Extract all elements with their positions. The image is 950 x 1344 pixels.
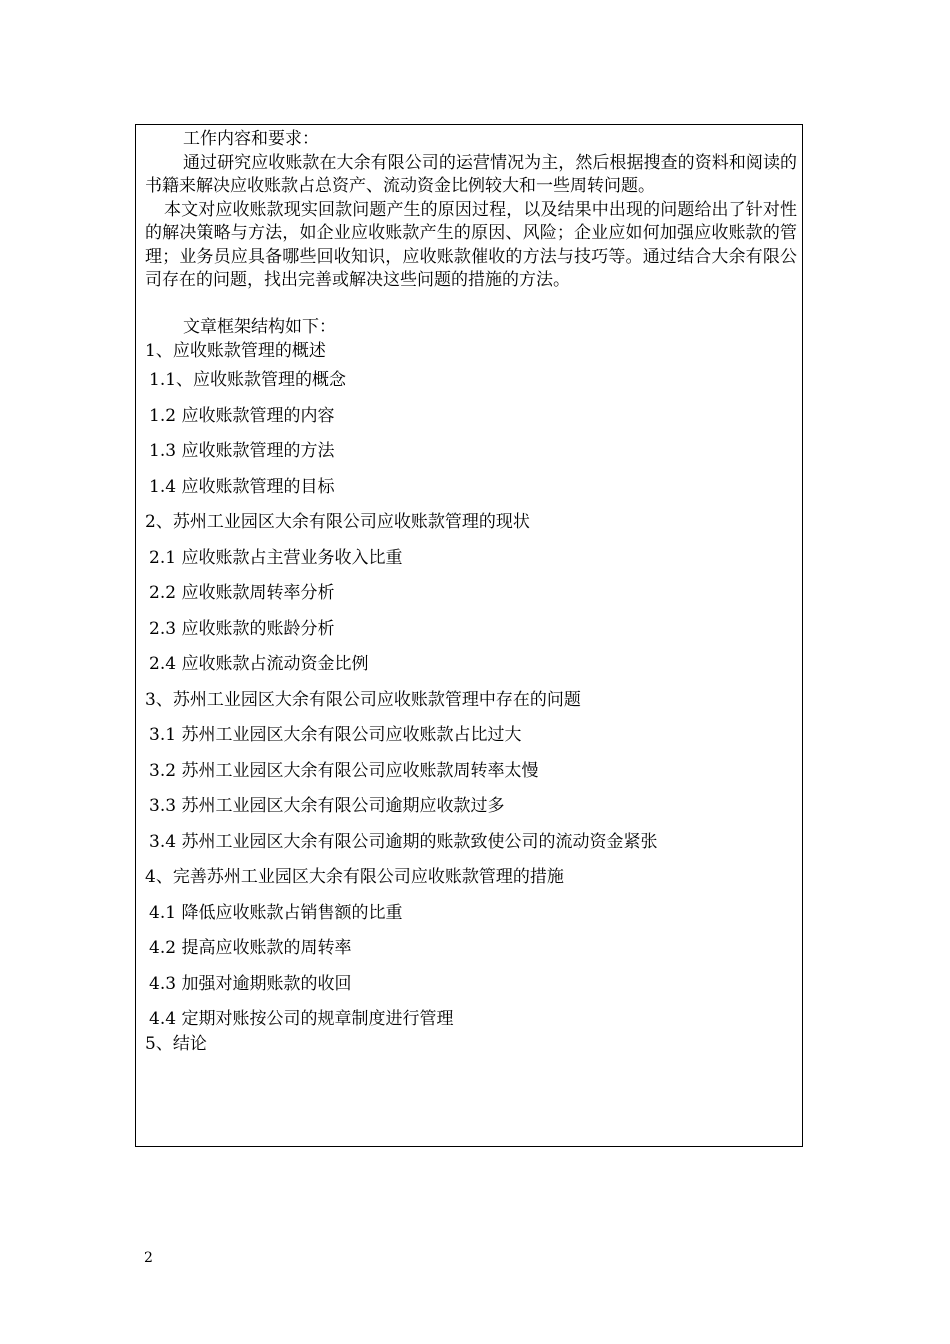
outline-item: 2、苏州工业园区大余有限公司应收账款管理的现状	[145, 512, 530, 532]
content-body	[145, 128, 797, 1056]
outline-item: 2.1 应收账款占主营业务收入比重	[149, 547, 403, 568]
outline-list	[145, 339, 797, 1056]
outline-item: 4.1 降低应收账款占销售额的比重	[149, 902, 403, 923]
outline-item: 2.4 应收账款占流动资金比例	[149, 654, 369, 674]
outline-item: 5、结论	[145, 1034, 207, 1054]
outline-item: 2.2 应收账款周转率分析	[149, 583, 335, 603]
paragraph-1: 通过研究应收账款在大余有限公司的运营情况为主，然后根据搜查的资料和阅读的书籍来解决应收账款占总资产、流动资金比例较大和一些周转问题。	[145, 152, 797, 196]
outline-item: 1.3 应收账款管理的方法	[149, 441, 335, 461]
outline-item: 1.4 应收账款管理的目标	[149, 476, 335, 497]
paragraph-2: 本文对应收账款现实回款问题产生的原因过程，以及结果中出现的问题给出了针对性的解决策略与方法，如企业应收账款产生的原因、风险；企业应如何加强应收账款的管理；业务员应具备哪些回收知识，应收账款催收的方法与技巧等。通过结合大余有限公司存在的问题，找出完善或解决这些问题的措施的方法。	[145, 199, 797, 290]
outline-item: 4、完善苏州工业园区大余有限公司应收账款管理的措施	[145, 867, 564, 887]
page-number: 2	[144, 1250, 153, 1266]
section-title: 工作内容和要求：	[183, 129, 319, 149]
outline-item: 1、应收账款管理的概述	[145, 341, 326, 361]
outline-item: 3.1 苏州工业园区大余有限公司应收账款占比过大	[149, 725, 522, 745]
outline-item: 3.3 苏州工业园区大余有限公司逾期应收款过多	[149, 796, 505, 816]
outline-item: 4.3 加强对逾期账款的收回	[149, 973, 352, 994]
blank-line	[145, 293, 797, 316]
outline-item: 4.4 定期对账按公司的规章制度进行管理	[149, 1009, 454, 1029]
outline-item: 1.1、应收账款管理的概念	[149, 370, 347, 390]
outline-item: 4.2 提高应收账款的周转率	[149, 938, 352, 958]
outline-item: 3.4 苏州工业园区大余有限公司逾期的账款致使公司的流动资金紧张	[149, 831, 658, 852]
outline-item: 3.2 苏州工业园区大余有限公司应收账款周转率太慢	[149, 760, 539, 781]
outline-item: 2.3 应收账款的账龄分析	[149, 618, 335, 639]
framework-heading: 文章框架结构如下：	[183, 316, 336, 337]
outline-item: 3、苏州工业园区大余有限公司应收账款管理中存在的问题	[145, 689, 581, 710]
outline-item: 1.2 应收账款管理的内容	[149, 405, 335, 426]
content-box	[135, 124, 803, 1147]
